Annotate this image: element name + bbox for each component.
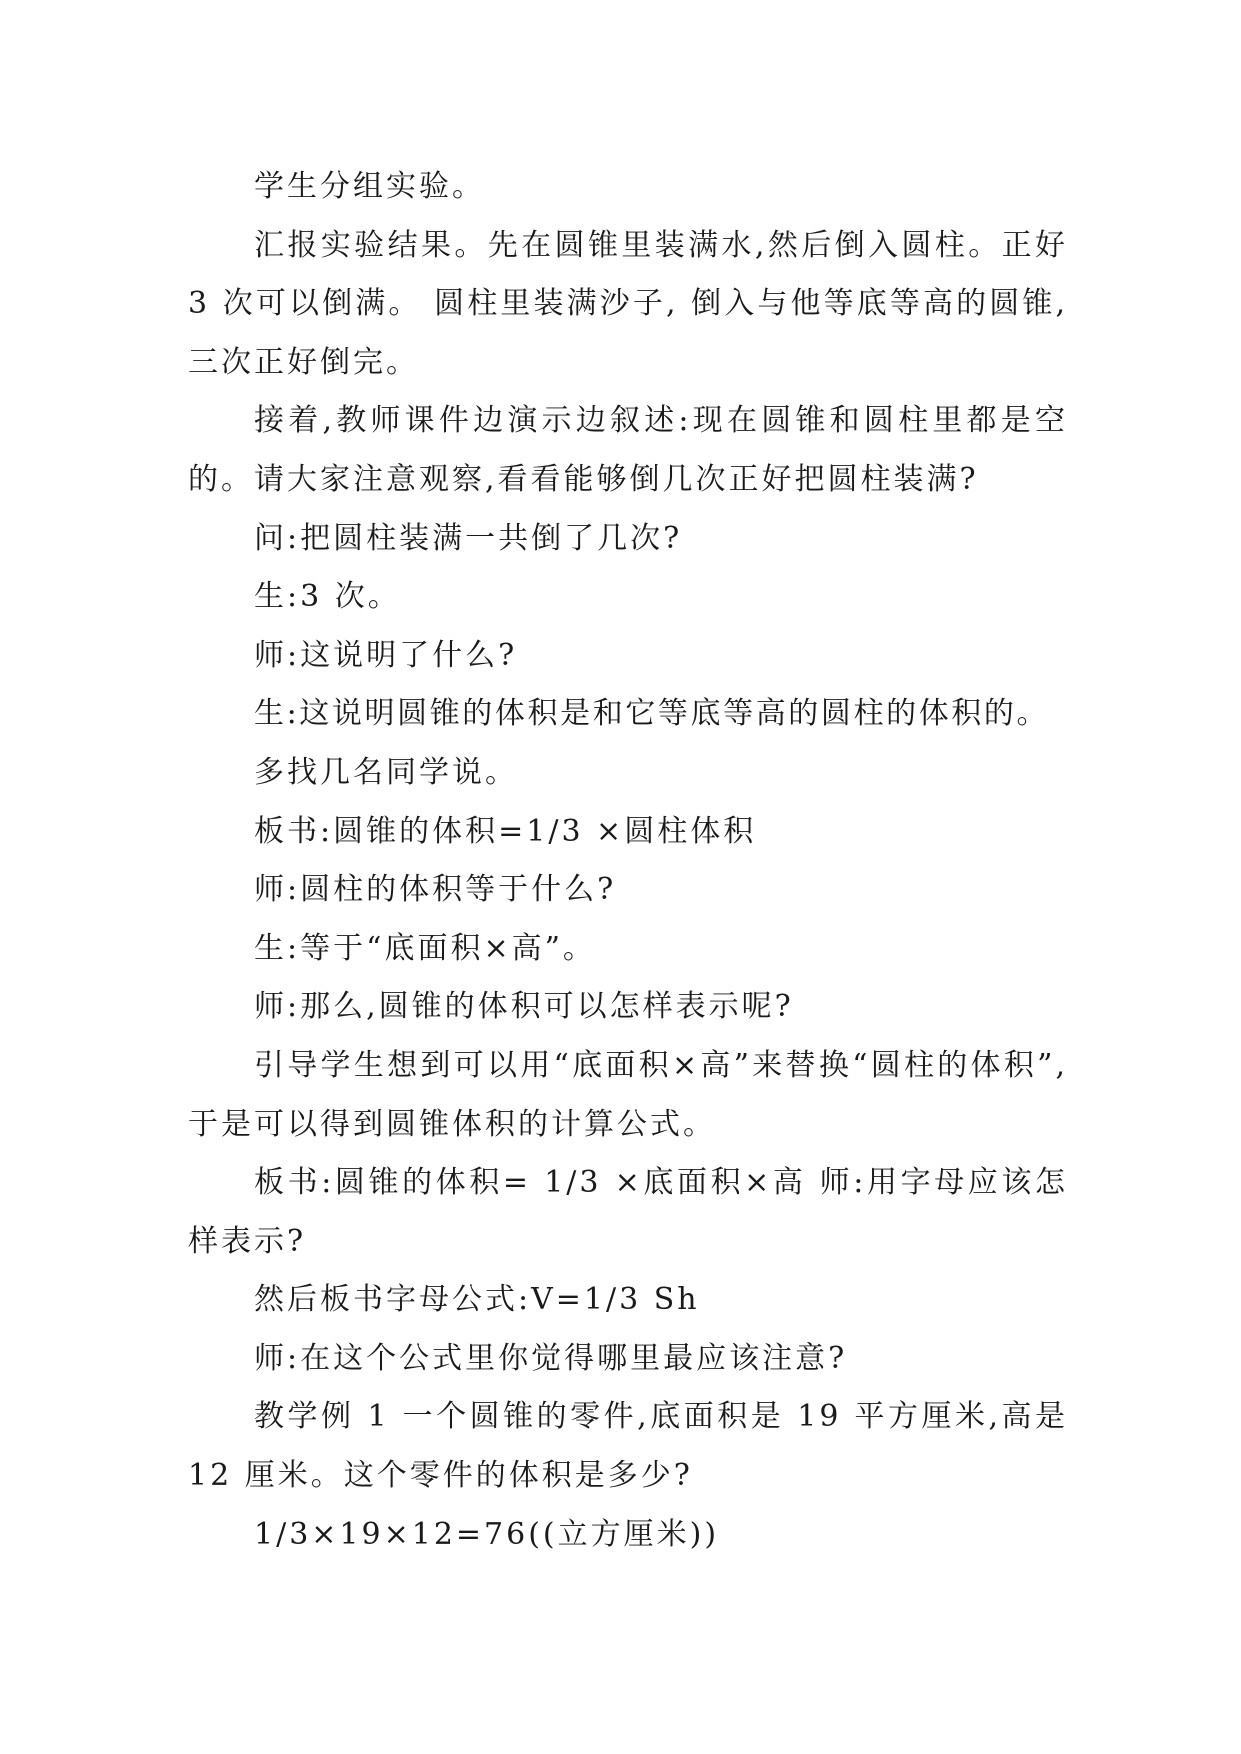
paragraph-guide-students: 引导学生想到可以用“底面积×高”来替换“圆柱的体积”,于是可以得到圆锥体积的计算公式。 <box>188 1047 1068 1142</box>
paragraph-example-1: 教学例 1 一个圆锥的零件,底面积是 19 平方厘米,高是 12 厘米。这个零件的体积是多少? <box>188 1399 1068 1494</box>
paragraph-student-base-height: 生:等于“底面积×高”。 <box>254 930 596 966</box>
paragraph-teacher-cylinder-volume: 师:圆柱的体积等于什么? <box>254 872 617 908</box>
paragraph-more-students: 多找几名同学说。 <box>254 754 518 790</box>
paragraph-teacher-question-meaning: 师:这说明了什么? <box>254 637 518 673</box>
paragraph-question-times: 问:把圆柱装满一共倒了几次? <box>254 520 683 556</box>
paragraph-calculation: 1/3×19×12=76((立方厘米)) <box>254 1516 720 1552</box>
paragraph-teacher-demo: 接着,教师课件边演示边叙述:现在圆锥和圆柱里都是空的。请大家注意观察,看看能够倒几次正好把圆柱装满? <box>188 403 1068 497</box>
paragraph-group-experiment: 学生分组实验。 <box>254 169 485 204</box>
paragraph-student-answer-times: 生:3 次。 <box>254 579 401 615</box>
paragraph-blackboard-formula-2: 板书:圆锥的体积= 1/3 ×底面积×高 师:用字母应该怎样表示? <box>188 1165 1068 1259</box>
paragraph-letter-formula: 然后板书字母公式:V=1/3 Sh <box>254 1282 700 1318</box>
paragraph-experiment-report: 汇报实验结果。先在圆锥里装满水,然后倒入圆柱。正好 3 次可以倒满。 圆柱里装满沙子, 倒入与他等底等高的圆锥, 三次正好倒完。 <box>188 227 1068 380</box>
paragraph-student-answer-meaning: 生:这说明圆锥的体积是和它等底等高的圆柱的体积的。 <box>254 696 1050 732</box>
document-body <box>188 158 1068 1564</box>
paragraph-teacher-attention: 师:在这个公式里你觉得哪里最应该注意? <box>254 1340 848 1376</box>
paragraph-blackboard-formula-1: 板书:圆锥的体积=1/3 ×圆柱体积 <box>254 813 757 849</box>
paragraph-teacher-cone-volume: 师:那么,圆锥的体积可以怎样表示呢? <box>254 989 794 1025</box>
